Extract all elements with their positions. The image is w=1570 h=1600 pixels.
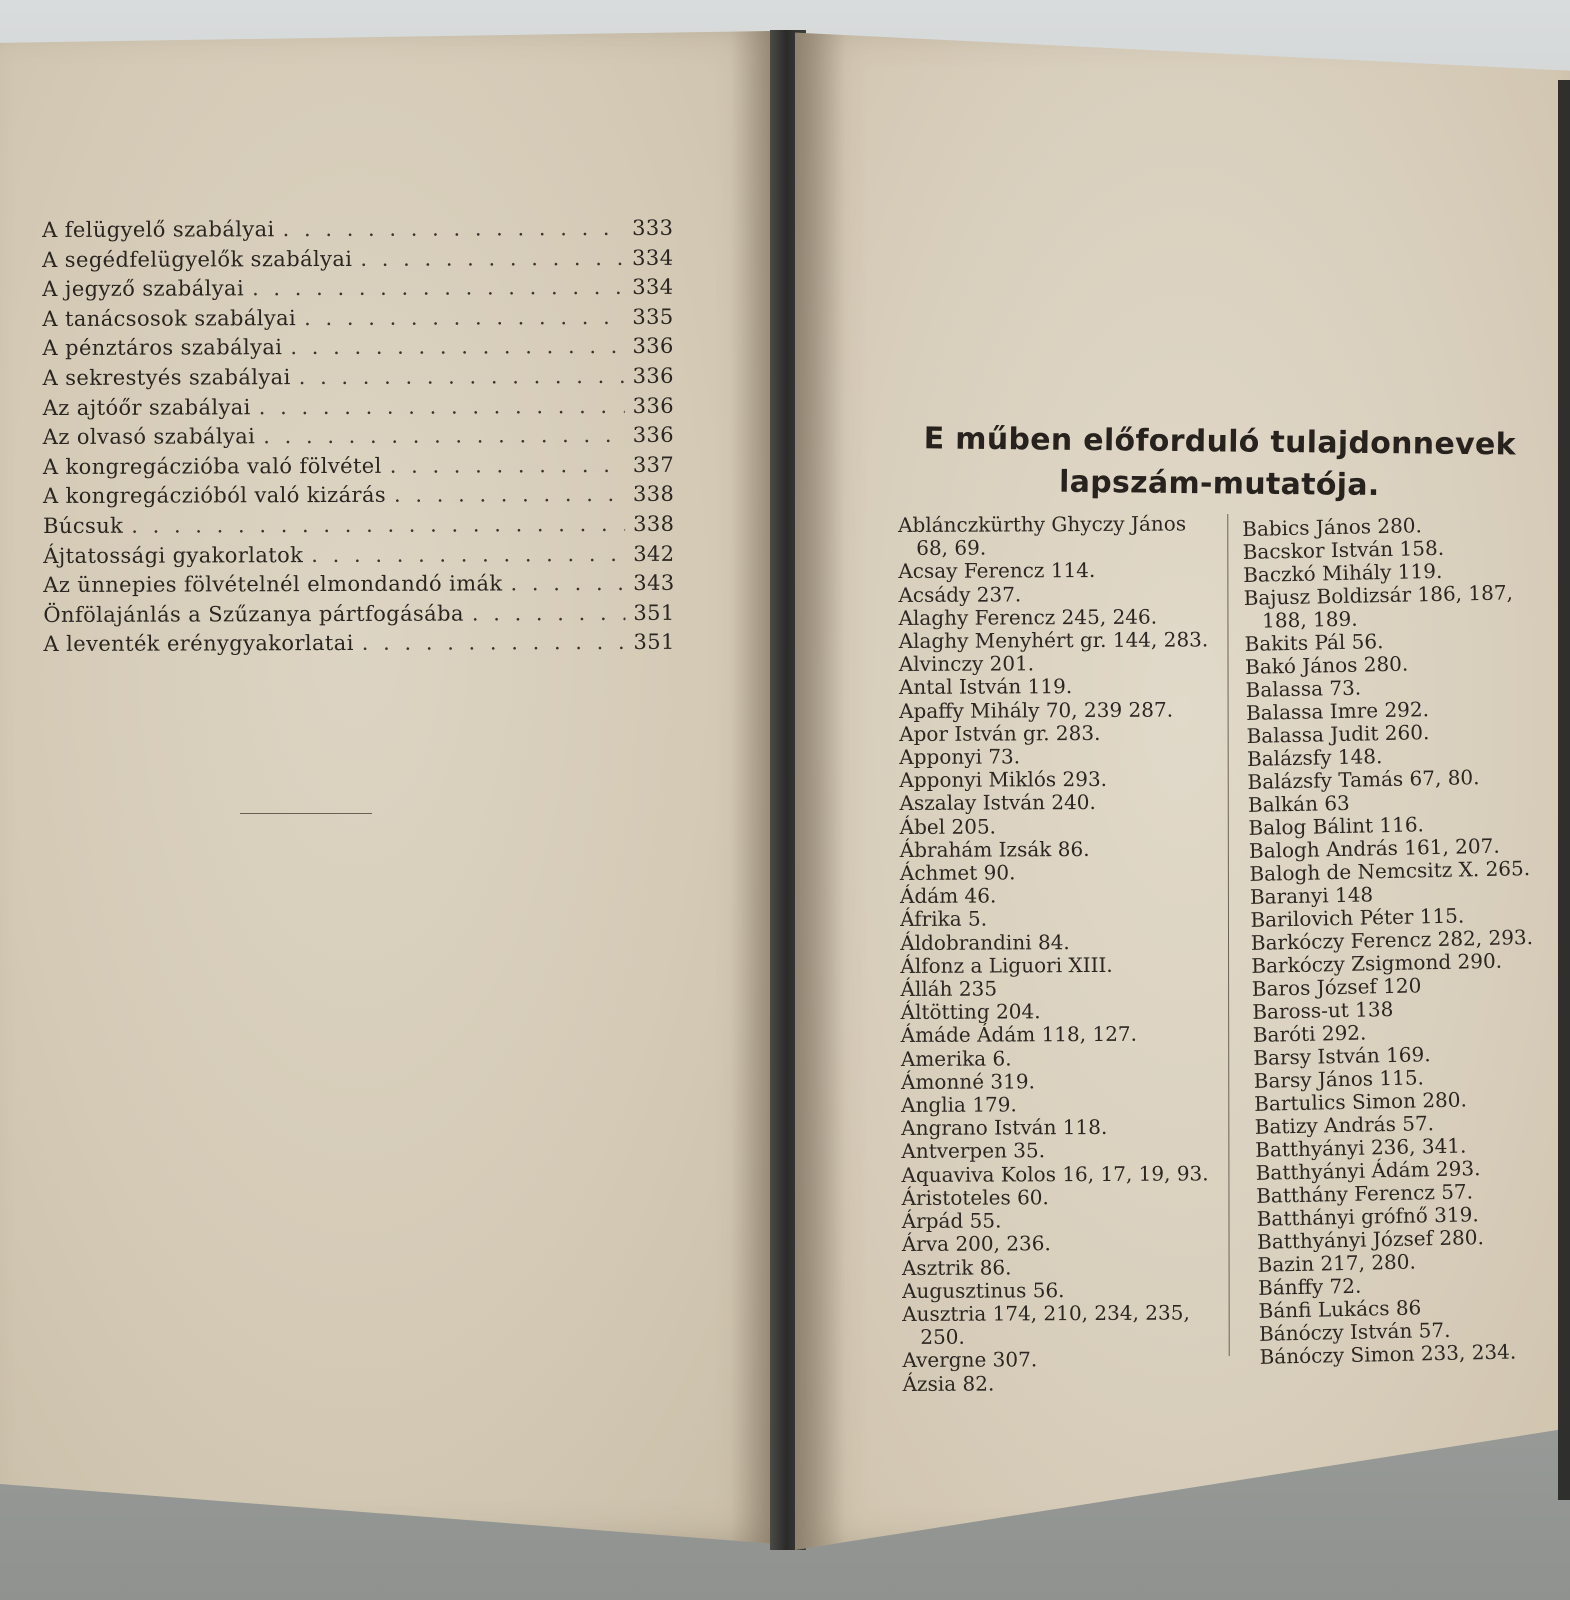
index-entry: Antal István 119. <box>898 674 1073 700</box>
index-entry: Angrano István 118. <box>901 1115 1108 1141</box>
toc-entry <box>43 601 673 633</box>
toc-entry-title: A leventék erénygyakorlatai <box>43 631 354 657</box>
toc-entry-title: A pénztáros szabályai <box>42 335 283 361</box>
toc-entry-title: A segédfelügyelők szabályai <box>42 246 353 272</box>
toc-entry <box>43 482 673 514</box>
index-entry: Apponyi Miklós 293. <box>899 767 1108 793</box>
toc-entry <box>42 334 672 366</box>
toc-entry <box>42 275 672 307</box>
toc-entry-page: 334 <box>632 274 674 300</box>
index-entry: Apaffy Mihály 70, 239 287. <box>898 697 1174 723</box>
index-entry: Balassa Imre 292. <box>1245 697 1430 725</box>
index-entry: Álláh 235 <box>900 976 998 1002</box>
toc-leader-dots <box>362 630 626 655</box>
toc-entry-title: A tanácsosok szabályai <box>42 305 297 331</box>
toc-entry-page: 336 <box>632 393 674 418</box>
index-heading: E műben előforduló tulajdonnevek lapszám-mutatója. <box>923 421 1517 504</box>
book-cover-edge <box>1558 80 1570 1500</box>
toc-entry <box>42 245 672 277</box>
toc-leader-dots <box>252 275 624 300</box>
toc-entry-title: Az ünnepies fölvételnél elmondandó imák <box>43 571 503 598</box>
toc-entry-page: 333 <box>631 215 674 240</box>
index-entry: Batizy András 57. <box>1254 1111 1435 1139</box>
toc-entry-title: Önfölajánlás a Szűzanya pártfogásába <box>43 601 464 627</box>
index-entry: Ázsia 82. <box>902 1371 995 1396</box>
index-entry: Bakits Pál 56. <box>1244 629 1384 656</box>
index-entry: Áchmet 90. <box>899 860 1016 886</box>
index-entry: Alvinczy 201. <box>898 651 1035 677</box>
index-entry: Bánóczy István 57. <box>1258 1317 1451 1346</box>
toc-leader-dots <box>390 453 625 478</box>
index-entry: Bazin 217, 280. <box>1257 1249 1417 1277</box>
toc-entry-page: 336 <box>632 334 674 359</box>
index-entry: Baczkó Mihály 119. <box>1242 558 1443 587</box>
table-of-contents <box>42 216 674 662</box>
index-entry: Ámonné 319. <box>900 1069 1035 1094</box>
index-entry: Barilovich Péter 115. <box>1250 903 1465 932</box>
index-entry: Augusztinus 56. <box>902 1277 1065 1303</box>
index-entry: Acsády 237. <box>898 581 1022 607</box>
toc-entry <box>43 393 673 425</box>
index-entry: Ámáde Ádám 118, 127. <box>900 1022 1138 1048</box>
index-entry: Babics János 280. <box>1241 513 1423 541</box>
index-entry: Bacskor István 158. <box>1242 535 1445 564</box>
toc-entry-page: 351 <box>633 600 675 625</box>
toc-entry-title: A jegyző szabályai <box>42 276 245 302</box>
toc-entry <box>43 571 673 603</box>
index-entry: Ablánczkürthy Ghyczy János 68, 69. <box>897 511 1187 561</box>
index-entry: Balázsfy 148. <box>1246 744 1383 771</box>
toc-entry <box>43 364 673 396</box>
toc-entry-title: A kongregáczióból való kizárás <box>42 483 387 509</box>
index-entry: Baross-ut 138 <box>1252 996 1394 1024</box>
index-entry: Balázsfy Tamás 67, 80. <box>1247 765 1480 794</box>
index-entry: Amerika 6. <box>900 1046 1012 1071</box>
index-entry: Batthány Ferencz 57. <box>1255 1179 1474 1208</box>
toc-entry-page: 337 <box>632 452 675 477</box>
index-entry: Balkán 63 <box>1247 790 1350 817</box>
index-entry: Ábrahám Izsák 86. <box>899 836 1090 862</box>
toc-leader-dots <box>311 541 625 566</box>
toc-entry <box>43 541 673 573</box>
toc-entry <box>43 630 673 662</box>
index-column-b <box>1242 512 1560 1369</box>
index-entry: Barsy János 115. <box>1253 1065 1425 1093</box>
index-entry: Avergne 307. <box>902 1347 1038 1373</box>
index-entry: Ausztria 174, 210, 234, 235, 250. <box>902 1300 1190 1350</box>
toc-leader-dots <box>131 512 625 538</box>
index-entry: Batthyányi Ádám 293. <box>1255 1156 1481 1185</box>
toc-leader-dots <box>304 305 624 330</box>
index-entry: Balassa Judit 260. <box>1246 720 1430 748</box>
toc-entry-title: A sekrestyés szabályai <box>42 365 291 390</box>
index-entry: Baróti 292. <box>1252 1020 1367 1047</box>
index-entry: Antverpen 35. <box>901 1138 1046 1164</box>
index-entry: Aquaviva Kolos 16, 17, 19, 93. <box>901 1161 1209 1187</box>
toc-entry-page: 342 <box>633 541 675 566</box>
toc-entry <box>42 216 672 248</box>
index-entry: Barsy István 169. <box>1253 1042 1431 1070</box>
index-entry: Batthyányi József 280. <box>1256 1225 1485 1254</box>
index-entry: Anglia 179. <box>901 1092 1017 1118</box>
index-entry: Balog Bálint 116. <box>1248 812 1425 840</box>
index-entry: Bánffy 72. <box>1257 1273 1362 1300</box>
toc-entry-title: Búcsuk <box>43 513 124 538</box>
toc-entry <box>43 453 673 485</box>
toc-leader-dots <box>259 394 625 419</box>
toc-leader-dots <box>299 364 625 389</box>
index-entry: Áristoteles 60. <box>901 1185 1049 1210</box>
index-entry: Bakó János 280. <box>1244 651 1409 679</box>
index-entry: Álfonz a Liguori XIII. <box>900 952 1113 978</box>
index-column-a <box>898 512 1223 1395</box>
index-entry: Barkóczy Ferencz 282, 293. <box>1250 925 1534 955</box>
index-entry: Alaghy Ferencz 245, 246. <box>898 604 1158 630</box>
toc-entry-page: 351 <box>633 630 675 655</box>
toc-entry <box>42 305 672 337</box>
toc-entry <box>43 423 673 455</box>
toc-entry-page: 343 <box>633 570 675 596</box>
toc-entry-page: 335 <box>632 304 674 329</box>
section-end-rule <box>240 813 372 814</box>
index-entry: Balogh de Nemcsitz X. 265. <box>1249 856 1531 886</box>
index-entry: Barkóczy Zsigmond 290. <box>1251 948 1503 978</box>
index-entry: Ádám 46. <box>899 883 997 909</box>
toc-leader-dots <box>510 571 625 595</box>
toc-entry-title: Az ajtóőr szabályai <box>42 394 251 420</box>
toc-leader-dots <box>263 423 625 448</box>
toc-entry-title: A felügyelő szabályai <box>42 217 275 242</box>
index-entry: Bánóczy Simon 233, 234. <box>1259 1339 1517 1369</box>
index-entry: Balogh András 161, 207. <box>1248 833 1500 863</box>
index-entry: Bánfi Lukács 86 <box>1258 1295 1422 1323</box>
index-entry: Áldobrandini 84. <box>900 929 1070 955</box>
toc-leader-dots <box>283 216 624 241</box>
index-entry: Baros József 120 <box>1251 973 1422 1001</box>
toc-entry-page: 338 <box>632 482 675 507</box>
index-entry: Aszalay István 240. <box>899 790 1096 816</box>
index-entry: Alaghy Menyhért gr. 144, 283. <box>898 627 1209 654</box>
toc-entry-page: 336 <box>632 422 675 448</box>
index-entry: Acsay Ferencz 114. <box>898 558 1096 584</box>
index-entry: Apor István gr. 283. <box>899 720 1101 746</box>
toc-leader-dots <box>394 482 625 507</box>
toc-entry-title: Az olvasó szabályai <box>42 424 256 450</box>
index-entry: Batthyányi 236, 341. <box>1254 1133 1467 1162</box>
toc-leader-dots <box>472 601 626 626</box>
index-entry: Apponyi 73. <box>899 744 1021 770</box>
toc-entry-page: 334 <box>632 245 674 270</box>
index-entry: Balassa 73. <box>1245 675 1362 702</box>
toc-entry-title: A kongregáczióba való fölvétel <box>42 453 382 479</box>
toc-entry-page: 336 <box>632 363 674 388</box>
toc-entry <box>43 512 673 544</box>
index-entry: Baranyi 148 <box>1249 882 1374 909</box>
index-entry: Áltötting 204. <box>900 999 1041 1025</box>
toc-leader-dots <box>360 246 624 271</box>
index-entry: Bartulics Simon 280. <box>1254 1087 1468 1116</box>
index-entry: Árpád 55. <box>901 1208 1002 1234</box>
index-entry: Asztrik 86. <box>901 1254 1012 1280</box>
index-entry: Árva 200, 236. <box>901 1231 1051 1257</box>
toc-entry-title: Ájtatossági gyakorlatok <box>43 542 304 568</box>
toc-leader-dots <box>290 334 624 359</box>
index-entry: Batthányi grófnő 319. <box>1256 1202 1479 1231</box>
index-entry: Ábel 205. <box>899 814 997 839</box>
index-entry: Bajusz Boldizsár 186, 187, 188, 189. <box>1243 580 1514 633</box>
toc-entry-page: 338 <box>633 511 675 536</box>
index-entry: Áfrika 5. <box>900 906 988 932</box>
